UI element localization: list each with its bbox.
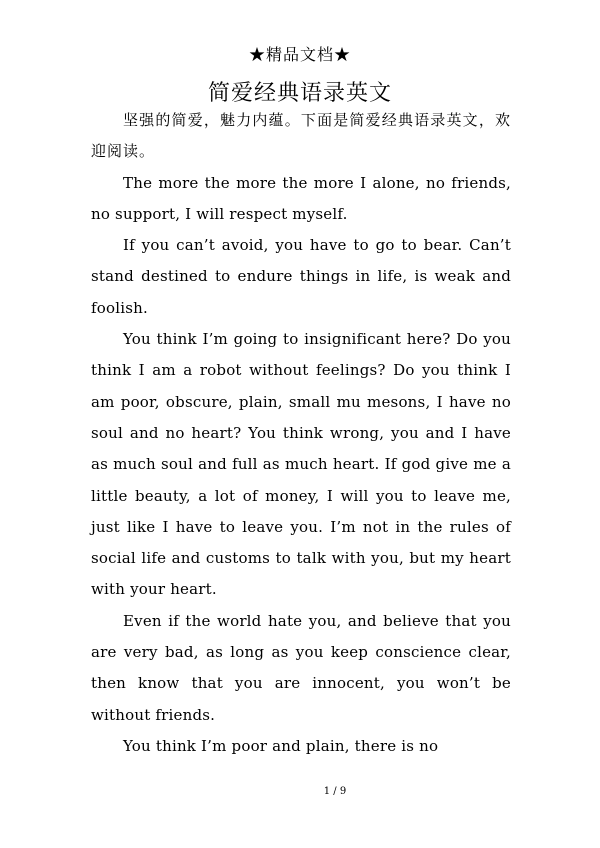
paragraph-intro: 坚强的简爱，魅力内蕴。下面是简爱经典语录英文，欢迎阅读。 bbox=[91, 111, 511, 161]
paragraph: You think I’m going to insignificant here? Do you think I am a robot without feelings? Do you think I am poor, obscure, plain, small mu mesons, I have no soul and no heart? You think wrong, you and I have as much soul and full as much heart. If god give me a little beauty, a lot of money, I will you to leave me, just like I have to leave you. I’m not in the rules of social life and customs to talk with you, but my heart with your heart. bbox=[91, 330, 511, 599]
header-mark: ★精品文档★ bbox=[248, 45, 351, 64]
paragraph: Even if the world hate you, and believe that you are very bad, as long as you keep conscience clear, then know that you are innocent, you won’t be without friends. bbox=[91, 611, 511, 724]
paragraph: You think I’m poor and plain, there is no bbox=[123, 736, 439, 755]
paragraph: The more the more the more I alone, no friends, no support, I will respect myself. bbox=[91, 173, 511, 223]
document-body bbox=[91, 105, 511, 762]
page-title: 简爱经典语录英文 bbox=[207, 81, 392, 106]
page-number: 1 / 9 bbox=[323, 786, 347, 797]
paragraph: If you can’t avoid, you have to go to bear. Can’t stand destined to endure things in life, is weak and foolish. bbox=[91, 236, 511, 317]
